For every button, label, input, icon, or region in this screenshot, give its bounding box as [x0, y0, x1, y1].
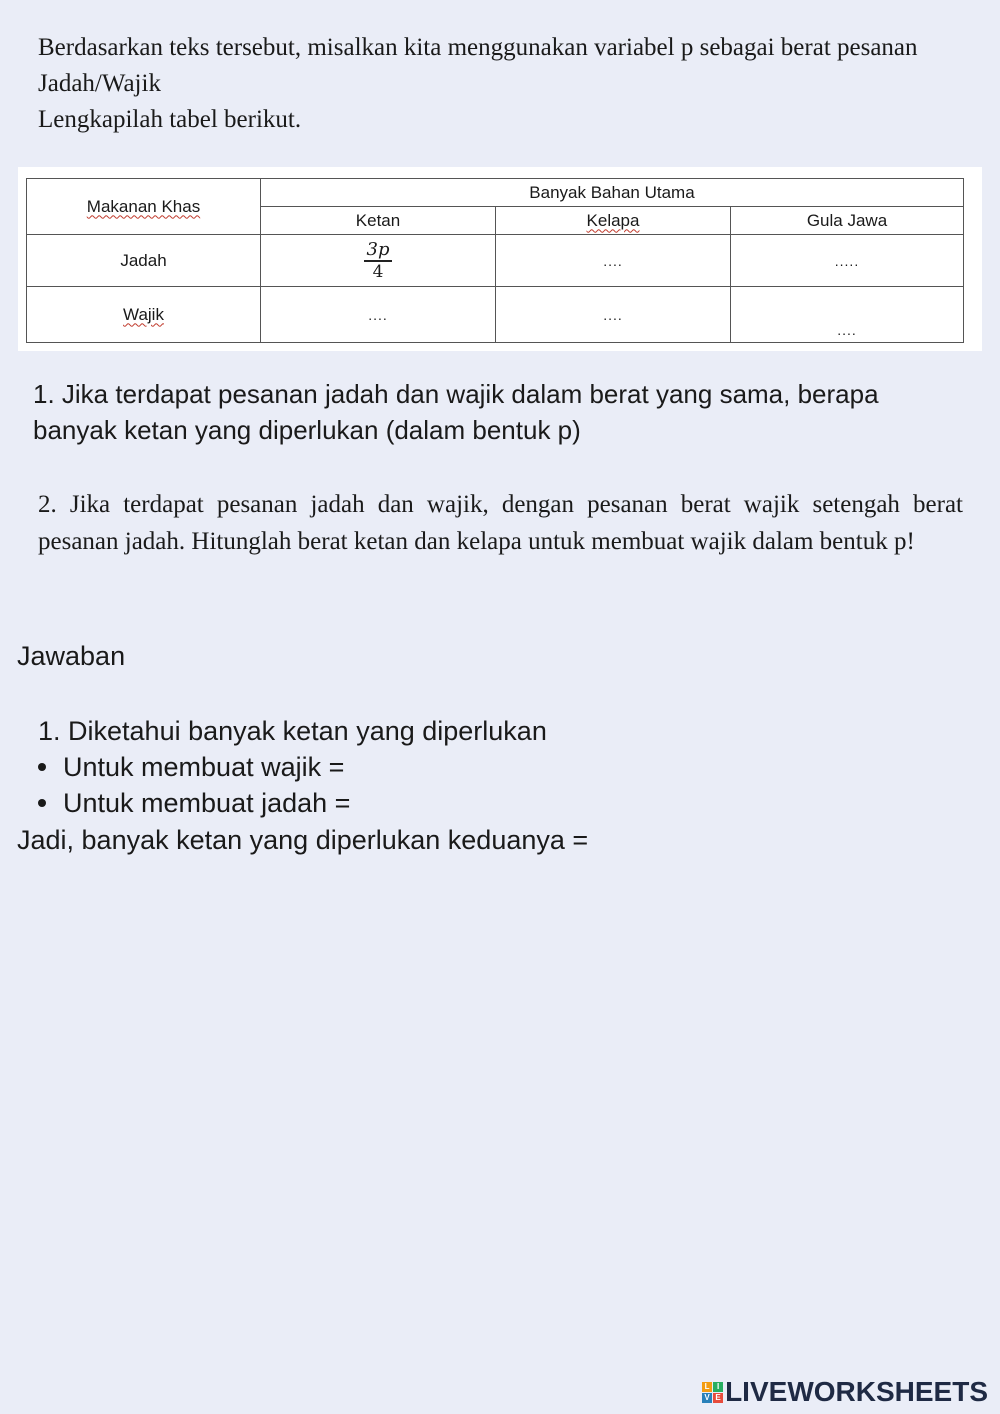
- col-ketan: Ketan: [261, 207, 496, 235]
- row-wajik-name-cell: [27, 287, 261, 343]
- answer-bullet-2: [38, 788, 350, 819]
- liveworksheets-logo: [702, 1376, 988, 1408]
- header-food-cell: [27, 179, 261, 235]
- fraction-denominator: 4: [372, 261, 384, 282]
- question-1: 1. Jika terdapat pesanan jadah dan wajik dalam berat yang sama, berapa banyak ketan yang diperlukan (dalam bentuk p): [33, 379, 879, 445]
- row-jadah-ketan: [261, 235, 496, 287]
- row-jadah-name: Jadah: [27, 235, 261, 287]
- fraction: [364, 240, 393, 282]
- blank-dots: ....: [603, 306, 623, 323]
- answer-item-1: 1. Diketahui banyak ketan yang diperlukan: [38, 716, 547, 746]
- table-row: [27, 235, 964, 287]
- col-kelapa-cell: [496, 207, 731, 235]
- bullet-dot-icon: [38, 763, 46, 771]
- row-jadah-kelapa: [496, 235, 731, 287]
- answer-conclusion: Jadi, banyak ketan yang diperlukan keduanya =: [17, 825, 589, 855]
- intro-line-1: Berdasarkan teks tersebut, misalkan kita menggunakan variabel p sebagai berat pesanan Jadah/Wajik: [38, 34, 918, 97]
- logo-text: LIVEWORKSHEETS: [725, 1376, 988, 1407]
- intro-line-2: Lengkapilah tabel berikut.: [38, 106, 302, 133]
- ingredients-table-image: [18, 167, 982, 351]
- row-wajik-name: Wajik: [123, 304, 164, 324]
- blank-dots: ....: [837, 322, 857, 338]
- fraction-numerator: 3p: [364, 240, 393, 262]
- blank-dots: ....: [368, 306, 388, 323]
- header-food: Makanan Khas: [86, 196, 201, 216]
- ingredients-table: [26, 178, 964, 343]
- table-row: [27, 287, 964, 343]
- bullet-2-text: Untuk membuat jadah =: [63, 788, 351, 818]
- intro-text: [38, 30, 963, 138]
- col-gula-jawa: Gula Jawa: [731, 207, 964, 235]
- answer-heading: Jawaban: [17, 641, 126, 671]
- row-jadah-gula: [731, 235, 964, 287]
- row-wajik-kelapa: [496, 287, 731, 343]
- question-2: 2. Jika terdapat pesanan jadah dan wajik, dengan pesanan berat wajik setengah berat pesanan jadah. Hitunglah berat ketan dan kelapa untuk membuat wajik dalam bentuk p!: [38, 491, 963, 555]
- row-wajik-gula: [731, 287, 964, 343]
- bullet-1-text: Untuk membuat wajik =: [63, 752, 345, 782]
- answer-bullet-1: [38, 752, 344, 783]
- logo-mark-icon: L I V E: [702, 1382, 723, 1403]
- col-kelapa: Kelapa: [586, 210, 640, 230]
- blank-dots: ....: [603, 252, 623, 269]
- blank-dots: .....: [834, 252, 860, 269]
- row-wajik-ketan: [261, 287, 496, 343]
- header-group: Banyak Bahan Utama: [261, 179, 964, 207]
- bullet-dot-icon: [38, 799, 46, 807]
